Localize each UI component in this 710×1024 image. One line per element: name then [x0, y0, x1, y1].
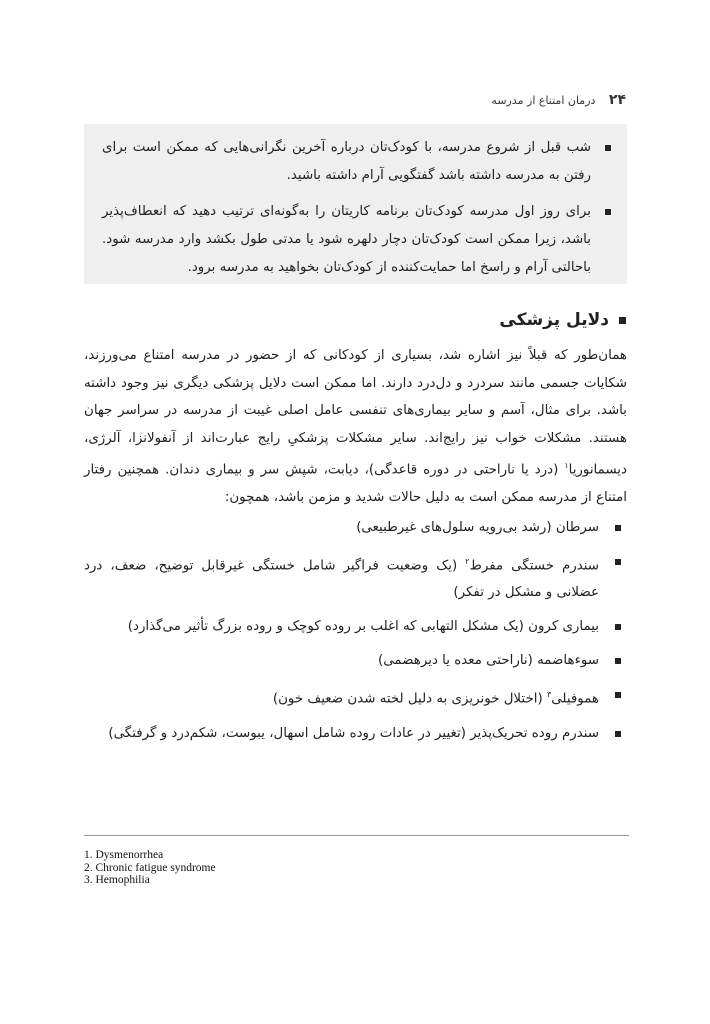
list-item-text: (یک وضعیت فراگیر شامل خستگی غیرقابل توضیح، ضعف، درد عضلانی و مشکل در تفکر) — [84, 558, 599, 601]
list-item-text: سندرم خستگی مفرط — [469, 558, 599, 574]
list-item-text: هموفیلی — [551, 691, 599, 707]
list-item — [84, 720, 627, 747]
list-item-text: بیماری کرون (یک مشکل التهابی که اغلب بر روده کوچک و روده بزرگ تأثیر می‌گذارد) — [127, 619, 599, 635]
list-item-text: سرطان (رشد بی‌رویه سلول‌های غیرطبیعی) — [356, 520, 599, 535]
list-item — [84, 681, 627, 712]
list-item — [84, 514, 627, 541]
tips-box — [84, 124, 627, 284]
box-item-text: برای روز اول مدرسه کودک‌تان برنامه کاریتان را به‌گونه‌ای ترتیب دهید که انعطاف‌پذیر باشد، زیرا ممکن است کودک‌تان دچار دلهره شود یا مدتی طول بکشد وارد مدرسه شود. باحالتی آرام و راسخ اما حمایت‌کننده از کودک‌تان بخواهید به مدرسه برود. — [102, 204, 591, 275]
list-item-text: سوءهاضمه (ناراحتی معده یا دیرهضمی) — [378, 653, 599, 669]
square-bullet-icon — [619, 317, 626, 324]
square-bullet-icon — [615, 624, 621, 630]
condition-list — [84, 514, 627, 754]
box-item — [102, 198, 613, 282]
paragraph-text: همان‌طور که قبلاً نیز اشاره شد، بسیاری از کودکانی که از حضور در مدرسه امتناع می‌ورزند، شکایات جسمی مانند سردرد و دل‌درد دارند. اما ممکن است دلایل پزشکی دیگری نیز وجود داشته باشد. برای مثال، آسم و سایر بیماری‌های تنفسی عامل اصلی غیبت از مدرسه در سراسر جهان هستند. مشکلات خواب نیز رایج‌اند. سایر مشکلات پزشکیِ رایج عبارت‌اند از آنفولانزا، آلرژی، دیسمانوریا — [84, 348, 627, 478]
body-paragraph — [84, 342, 627, 512]
square-bullet-icon — [605, 145, 611, 151]
square-bullet-icon — [615, 731, 621, 737]
footnote: 1. Dysmenorrhea — [84, 849, 164, 861]
section-heading — [499, 310, 626, 330]
section-heading-text: دلایل پزشکی — [499, 310, 609, 330]
footnote: 3. Hemophilia — [84, 874, 150, 886]
footnotes — [84, 849, 384, 887]
box-item-text: شب قبل از شروع مدرسه، با کودک‌تان درباره آخرین نگرانی‌هایی که ممکن است برای رفتن به مدرسه داشته باشد گفتگویی آرام داشته باشید. — [102, 140, 591, 183]
square-bullet-icon — [615, 525, 621, 531]
box-item — [102, 134, 613, 190]
list-item — [84, 548, 627, 606]
footnote: 2. Chronic fatigue syndrome — [84, 861, 216, 874]
page-number: ۲۴ — [608, 92, 626, 108]
footnote-divider — [84, 835, 629, 836]
footnote-ref[interactable]: ۲ — [465, 557, 470, 566]
list-item — [84, 613, 627, 640]
list-item-text: سندرم روده تحریک‌پذیر (تغییر در عادات روده شامل اسهال، یبوست، شکم‌درد و گرفتگی) — [108, 725, 599, 741]
running-header-title: درمان امتناع از مدرسه — [491, 94, 596, 107]
square-bullet-icon — [615, 692, 621, 698]
square-bullet-icon — [605, 209, 611, 215]
list-item — [84, 647, 627, 674]
running-header — [84, 92, 626, 112]
footnote-ref[interactable]: ۱ — [564, 461, 569, 471]
square-bullet-icon — [615, 559, 621, 565]
paragraph-text: (درد یا ناراحتی در دوره قاعدگی)، دیابت، شپش سر و بیماری دندان. همچنین رفتار امتناع از مدرسه ممکن است به دلیل حالات شدید و مزمن باشد، همچون: — [84, 462, 627, 506]
square-bullet-icon — [615, 658, 621, 664]
footnote-ref[interactable]: ۳ — [546, 690, 552, 700]
list-item-text: (اختلال خونریزی به دلیل لخته شدن ضعیف خون) — [272, 691, 547, 707]
